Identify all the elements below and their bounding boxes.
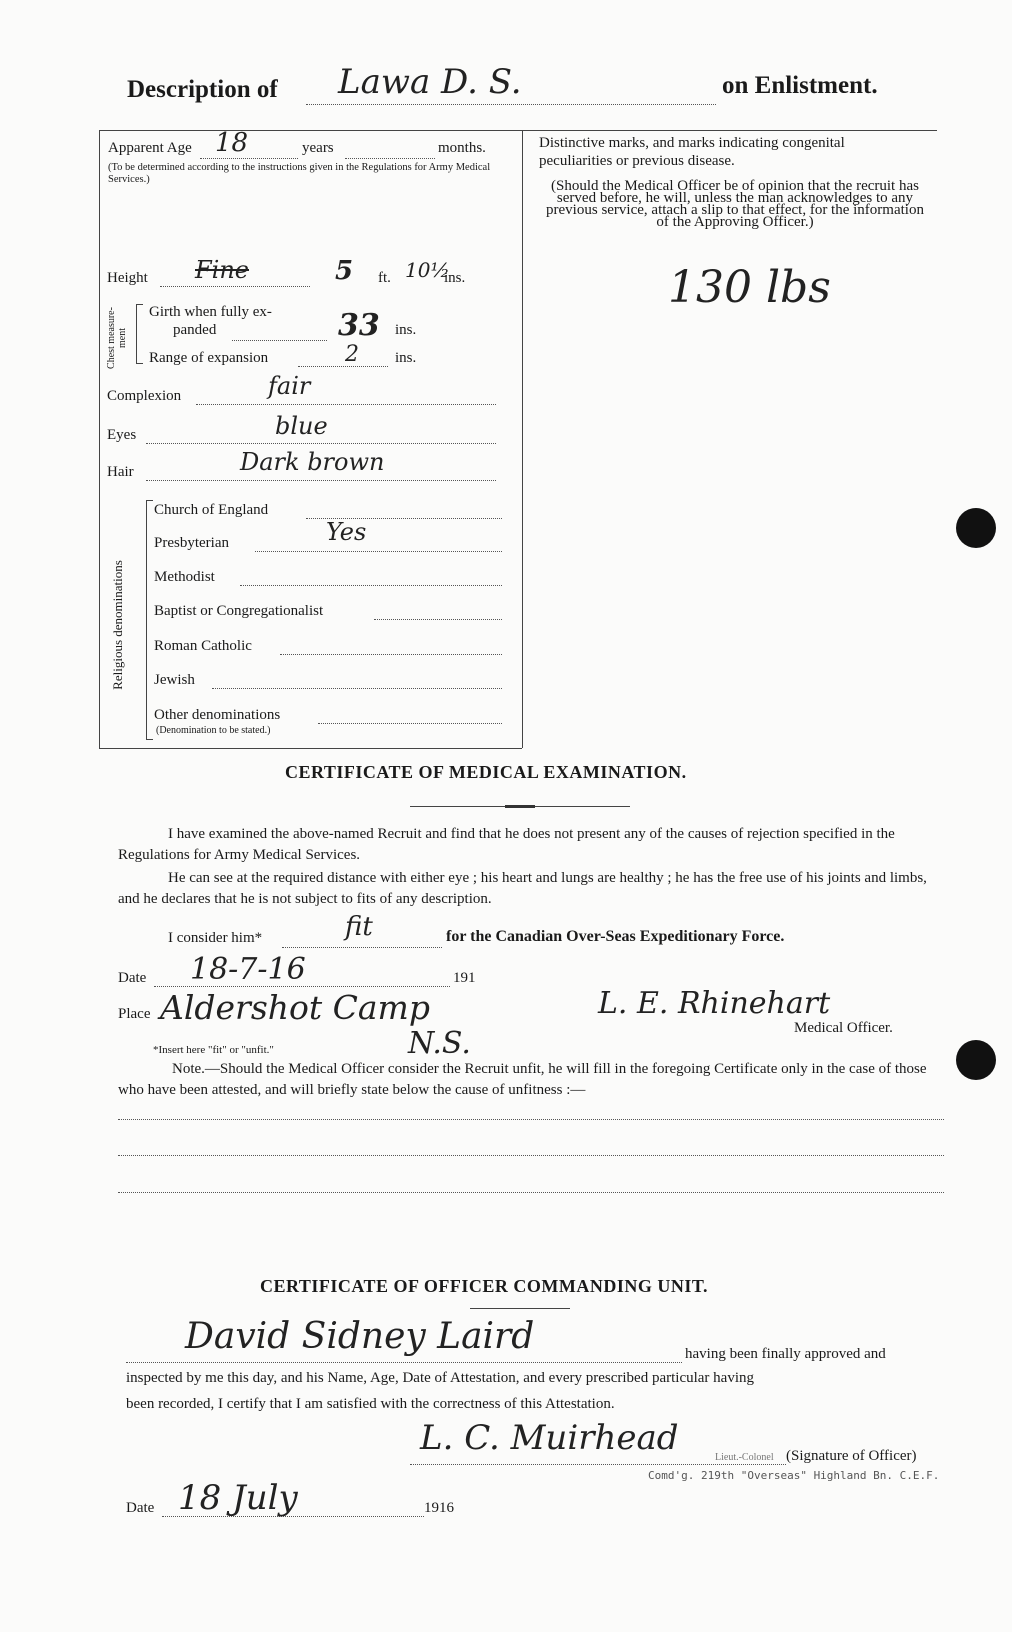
range-line (298, 366, 388, 367)
age-value: 18 (215, 128, 249, 158)
medical-title-rule-center (505, 805, 535, 808)
religion-jewish: Jewish (154, 672, 195, 688)
medical-date-label: Date (118, 970, 147, 986)
unfitness-line-2 (118, 1155, 944, 1156)
age-note: (To be determined according to the instructions given in the Regulations for Army Medical Services.) (108, 162, 491, 185)
height-in-value: 10½ (405, 258, 450, 282)
girth-label-2: panded (173, 322, 217, 338)
place-value: Aldershot Camp (160, 988, 430, 1027)
commanding-date-year: 1916 (424, 1500, 454, 1516)
medical-certificate-title: CERTIFICATE OF MEDICAL EXAMINATION. (285, 762, 687, 782)
medical-date-value: 18-7-16 (190, 952, 306, 987)
form-title-prefix: Description of (127, 76, 278, 103)
commanding-signature-line (410, 1464, 786, 1465)
commanding-line-1: having been finally approved and (685, 1346, 886, 1362)
unfitness-line-3 (118, 1192, 944, 1193)
commanding-officer-signature: L. C. Muirhead (420, 1418, 679, 1458)
unfitness-note: Note.—Should the Medical Officer consider the Recruit unfit, he will fill in the foregoing Certificate only in the case of those who have been attested, and will briefly state below the cause of unfitness :— (118, 1061, 927, 1098)
medical-officer-label: Medical Officer. (794, 1020, 893, 1036)
eyes-label: Eyes (107, 427, 137, 443)
consider-label: I consider him* (168, 930, 263, 946)
apparent-age-label: Apparent Age (108, 140, 192, 156)
religion-methodist: Methodist (154, 569, 215, 585)
rank-label: Lieut.-Colonel (715, 1452, 774, 1463)
religion-presbyterian-value: Yes (326, 518, 367, 546)
commanding-line-2: inspected by me this day, and his Name, Age, Date of Attestation, and every prescribed particular having (126, 1370, 755, 1386)
marks-heading-1: Distinctive marks, and marks indicating congenital (539, 135, 845, 151)
form-title-suffix: on Enlistment. (722, 72, 878, 99)
eyes-line (146, 443, 496, 444)
height-struck-value: Fine (195, 256, 249, 284)
age-line (200, 158, 298, 159)
chest-measurement-label: Chest measure-ment (106, 307, 128, 369)
commanding-date-label: Date (126, 1500, 155, 1516)
medical-date-year: 191 (453, 970, 476, 986)
religion-line-2 (240, 585, 502, 586)
chest-bracket (136, 304, 143, 364)
left-rule (99, 130, 100, 748)
religion-line-5 (212, 688, 502, 689)
religion-line-4 (280, 654, 502, 655)
signature-of-officer-label: (Signature of Officer) (786, 1448, 917, 1464)
religion-roman-catholic: Roman Catholic (154, 638, 252, 654)
marks-heading-2: peculiarities or previous disease. (539, 153, 735, 169)
religion-presbyterian: Presbyterian (154, 535, 229, 551)
height-ft-value: 5 (335, 256, 354, 286)
place-value-province: N.S. (408, 1026, 471, 1061)
religious-denominations-label: Religious denominations (110, 560, 125, 690)
distinctive-marks-value: 130 lbs (668, 262, 831, 313)
eyes-value: blue (275, 412, 328, 440)
consider-suffix: for the Canadian Over-Seas Expeditionary Force. (446, 928, 785, 945)
complexion-line (196, 404, 496, 405)
girth-value: 33 (338, 308, 380, 343)
religion-other: Other denominations (154, 707, 281, 723)
recruit-full-name-line (126, 1362, 682, 1363)
title-name-line (306, 104, 716, 105)
commanding-date-value: 18 July (178, 1478, 298, 1518)
medical-paragraph-2: He can see at the required distance with either eye ; his heart and lungs are healthy ; he has the free use of his joints and limbs, and he declares that he is not subject to fits of any description. (118, 870, 927, 907)
recruit-full-name-handwritten: David Sidney Laird (185, 1316, 535, 1357)
punch-hole-lower (956, 1040, 996, 1080)
recruit-name-handwritten: Lawa D. S. (338, 62, 522, 102)
marks-note: (Should the Medical Officer be of opinion that the recruit has served before, he will, unless the man acknowledges to any previous service, attach a slip to that effect, for the information of the Approving Officer.) (546, 178, 924, 230)
insert-note: *Insert here "fit" or "unfit." (153, 1044, 274, 1056)
unit-stamp: Comd'g. 219th "Overseas" Highland Bn. C.E.F. (648, 1469, 940, 1482)
religion-church-of-england: Church of England (154, 502, 269, 518)
place-label: Place (118, 1006, 151, 1022)
punch-hole-upper (956, 508, 996, 548)
religion-line-3 (374, 619, 502, 620)
months-label: months. (438, 140, 486, 156)
commanding-certificate-title: CERTIFICATE OF OFFICER COMMANDING UNIT. (260, 1276, 709, 1296)
column-divider (522, 130, 523, 748)
ft-label: ft. (378, 270, 391, 286)
section-bottom-rule (99, 748, 522, 749)
range-label: Range of expansion (149, 350, 269, 366)
months-line (345, 158, 435, 159)
medical-officer-signature: L. E. Rhinehart (598, 986, 831, 1021)
height-label: Height (107, 270, 148, 286)
complexion-label: Complexion (107, 388, 182, 404)
ins-label-range: ins. (395, 350, 417, 366)
medical-paragraph-1: I have examined the above-named Recruit and find that he does not present any of the causes of rejection specified in the Regulations for Army Medical Services. (118, 826, 895, 863)
consider-line (282, 947, 442, 948)
ins-label-girth: ins. (395, 322, 417, 338)
religion-bracket (146, 500, 153, 740)
religion-line-1 (255, 551, 502, 552)
religion-baptist: Baptist or Congregationalist (154, 603, 324, 619)
ins-label-height: ins. (444, 270, 466, 286)
unfitness-line-1 (118, 1119, 944, 1120)
years-label: years (302, 140, 334, 156)
complexion-value: fair (268, 372, 311, 400)
religion-line-6 (318, 723, 502, 724)
commanding-line-3: been recorded, I certify that I am satisfied with the correctness of this Attestation. (126, 1396, 615, 1412)
consider-value: fit (345, 912, 373, 942)
hair-label: Hair (107, 464, 134, 480)
hair-line (146, 480, 496, 481)
hair-value: Dark brown (240, 448, 385, 476)
denomination-note: (Denomination to be stated.) (156, 725, 271, 736)
girth-line (232, 340, 327, 341)
commanding-title-rule (470, 1308, 570, 1309)
height-line-1 (160, 286, 310, 287)
girth-label-1: Girth when fully ex- (149, 304, 272, 320)
range-value: 2 (345, 342, 359, 367)
